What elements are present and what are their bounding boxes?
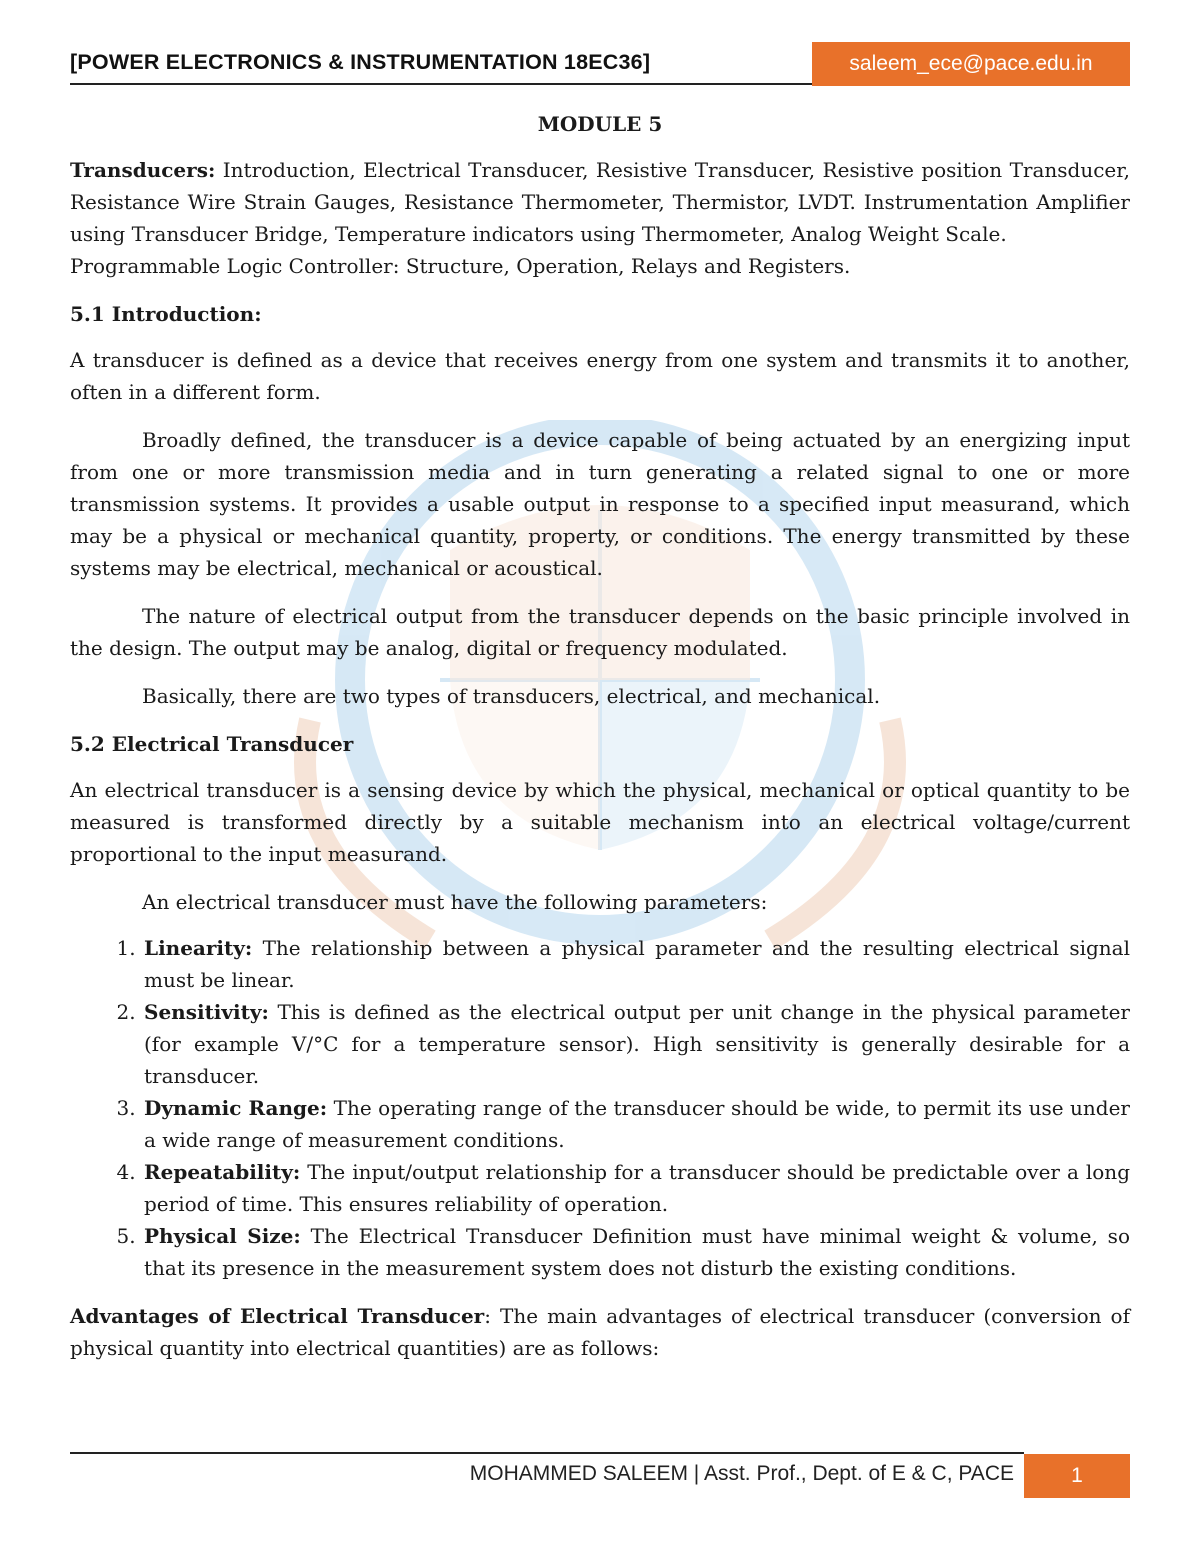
list-item <box>142 1220 1130 1284</box>
parameter-text: The relationship between a physical parameter and the resulting electrical signal must be linear. <box>144 936 1130 992</box>
intro-paragraph-2: Broadly defined, the transducer is a device capable of being actuated by an energizing input from one or more transmission media and in turn generating a related signal to one or more transmission systems. It provides a usable output in response to a specified input measurand, which may be a physical or mechanical quantity, property, or conditions. The energy transmitted by these systems may be electrical, mechanical or acoustical. <box>70 428 1130 580</box>
parameter-text: This is defined as the electrical output per unit change in the physical parameter (for example V/°C for a temperature sensor). High sensitivity is generally desirable for a transducer. <box>144 1000 1130 1088</box>
syllabus-label: Transducers: <box>70 158 216 182</box>
advantages-text: : The main advantages of electrical transducer (conversion of physical quantity into electrical quantities) are as follows: <box>70 1304 1130 1360</box>
intro-paragraph-3: The nature of electrical output from the transducer depends on the basic principle involved in the design. The output may be analog, digital or frequency modulated. <box>70 604 1130 660</box>
parameter-term: Sensitivity: <box>144 1000 269 1024</box>
parameter-text: The Electrical Transducer Definition must have minimal weight & volume, so that its presence in the measurement system does not disturb the existing conditions. <box>144 1224 1130 1280</box>
parameters-list <box>70 932 1130 1284</box>
electrical-paragraph-2: An electrical transducer must have the following parameters: <box>142 890 768 914</box>
author-email-badge: saleem_ece@pace.edu.in <box>812 42 1130 86</box>
advantages-label: Advantages of Electrical Transducer <box>70 1304 485 1328</box>
section-heading-introduction: 5.1 Introduction: <box>70 302 262 326</box>
page-number-badge: 1 <box>1024 1454 1130 1498</box>
syllabus-text: Introduction, Electrical Transducer, Resistive Transducer, Resistive position Transducer, Resistance Wire Strain Gauges, Resistance Thermometer, Thermistor, LVDT. Instrumentation Amplifier using Transducer Bridge, Temperature indicators using Thermometer, Analog Weight Scale. <box>70 158 1130 246</box>
module-heading: MODULE 5 <box>537 112 663 136</box>
intro-paragraph-1: A transducer is defined as a device that receives energy from one system and transmits it to another, often in a different form. <box>70 348 1130 404</box>
advantages-paragraph <box>70 1300 1130 1364</box>
section-heading-electrical-transducer: 5.2 Electrical Transducer <box>70 732 354 756</box>
electrical-paragraph-1: An electrical transducer is a sensing device by which the physical, mechanical or optical quantity to be measured is transformed directly by a suitable mechanism into an electrical voltage/current proportional to the input measurand. <box>70 778 1130 866</box>
parameter-term: Repeatability: <box>144 1160 301 1184</box>
parameter-term: Dynamic Range: <box>144 1096 328 1120</box>
footer-divider <box>70 1452 1024 1454</box>
list-item <box>142 996 1130 1092</box>
header-divider <box>70 83 812 85</box>
syllabus-paragraph <box>70 154 1130 250</box>
list-item <box>142 1092 1130 1156</box>
footer-author: MOHAMMED SALEEM | Asst. Prof., Dept. of E & C, PACE <box>469 1462 1014 1485</box>
page-content <box>70 108 1130 1364</box>
list-item <box>142 932 1130 996</box>
parameter-text: The input/output relationship for a transducer should be predictable over a long period of time. This ensures reliability of operation. <box>144 1160 1130 1216</box>
intro-paragraph-4: Basically, there are two types of transducers, electrical, and mechanical. <box>142 684 881 708</box>
list-item <box>142 1156 1130 1220</box>
plc-syllabus-line: Programmable Logic Controller: Structure, Operation, Relays and Registers. <box>70 254 851 278</box>
parameter-term: Linearity: <box>144 936 253 960</box>
parameter-text: The operating range of the transducer should be wide, to permit its use under a wide range of measurement conditions. <box>144 1096 1130 1152</box>
parameter-term: Physical Size: <box>144 1224 301 1248</box>
document-header-title: [POWER ELECTRONICS & INSTRUMENTATION 18EC36] <box>70 50 651 74</box>
